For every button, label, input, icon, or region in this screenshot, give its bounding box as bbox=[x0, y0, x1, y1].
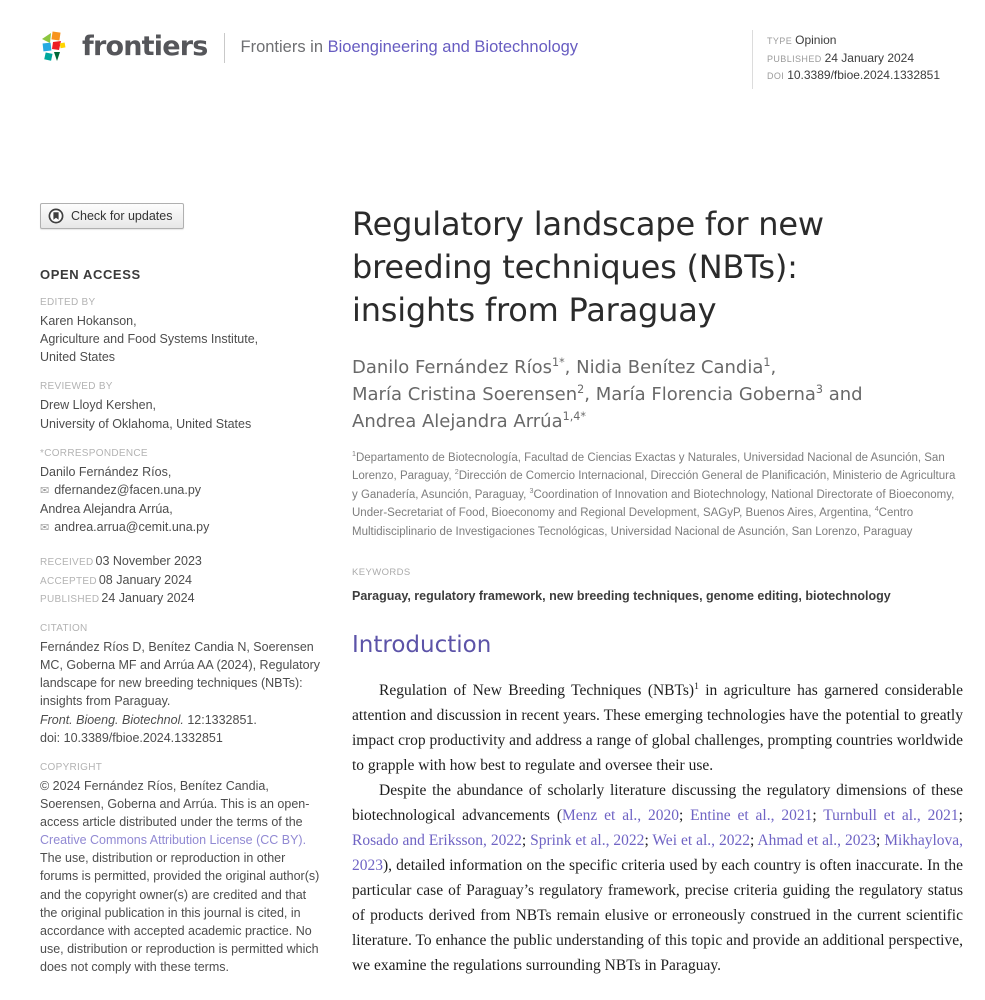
envelope-icon: ✉ bbox=[40, 484, 50, 497]
edited-by-country: United States bbox=[40, 350, 116, 365]
citation-link[interactable]: Menz et al., 2020 bbox=[561, 807, 679, 825]
title-line: breeding techniques (NBTs): bbox=[352, 248, 798, 286]
meta-published-label: PUBLISHED bbox=[767, 53, 822, 64]
citation-link[interactable]: Turnbull et al., 2021 bbox=[823, 807, 959, 825]
reviewed-by-name: Drew Lloyd Kershen, bbox=[40, 398, 157, 413]
edited-by-affiliation: Agriculture and Food Systems Institute, bbox=[40, 332, 259, 347]
citation-text: Fernández Ríos D, Benítez Candia N, Soerensen MC, Goberna MF and Arrúa AA (2024), Regulatory landscape for new breeding techniques (NBTs): insights from Paraguay. Front. Bioeng. Biotechnol. 12:1332851. doi: 10.3389/fbioe.2024.1332851 bbox=[40, 640, 320, 745]
accepted-label: ACCEPTED bbox=[40, 575, 97, 587]
journal-prefix: Frontiers in bbox=[240, 38, 328, 56]
edited-by-label: EDITED BY bbox=[40, 297, 96, 308]
sidebar bbox=[40, 203, 322, 978]
title-line: Regulatory landscape for new bbox=[352, 205, 824, 243]
introduction-heading: Introduction bbox=[352, 632, 492, 659]
citation-link[interactable]: Ahmad et al., 2023 bbox=[757, 832, 876, 850]
meta-published-value: 24 January 2024 bbox=[824, 50, 915, 65]
accepted-date-row bbox=[40, 571, 322, 590]
published-label: PUBLISHED bbox=[40, 594, 100, 606]
edited-by-name: Karen Hokanson, bbox=[40, 314, 137, 328]
paragraph: Regulation of New Breeding Techniques (NBTs)$^1$ in agriculture has garnered considerable attention and discussion in recent years. These emerging technologies have the potential to greatly impact crop productivity and address a range of global challenges, prompting countries worldwide to grapple with how best to regulate and oversee their use. bbox=[352, 680, 963, 775]
crossmark-icon bbox=[48, 208, 64, 224]
journal-title[interactable] bbox=[241, 30, 579, 64]
citation-link[interactable]: Mikhaylova, 2023 bbox=[352, 832, 964, 875]
meta-doi-row bbox=[767, 67, 963, 85]
history-dates-section bbox=[40, 552, 322, 608]
envelope-icon: ✉ bbox=[40, 521, 50, 534]
correspondence-email-row bbox=[40, 481, 322, 500]
title-line: insights from Paraguay bbox=[352, 291, 717, 329]
correspondence-email-link[interactable]: dfernandez@facen.una.py bbox=[54, 482, 202, 497]
page-header bbox=[40, 30, 963, 89]
meta-type-row bbox=[767, 32, 963, 50]
received-value: 03 November 2023 bbox=[95, 553, 202, 568]
citation-section bbox=[40, 623, 322, 747]
article-title bbox=[352, 203, 963, 332]
meta-type-label: TYPE bbox=[767, 36, 793, 46]
author-list: Danilo Fernández Ríos$^{1*}$, Nidia Benítez Candia$^1$, María Cristina Soerensen$^2$, María Florencia Goberna$^3$ and Andrea Alejandra Arrúa$^{1,4*}$ bbox=[352, 356, 863, 432]
brand-wordmark: frontiers bbox=[82, 31, 208, 62]
citation-link[interactable]: Rosado and Eriksson, 2022 bbox=[352, 832, 522, 850]
correspondence-email-link[interactable]: andrea.arrua@cemit.una.py bbox=[54, 519, 210, 534]
citation-link[interactable]: Entine et al., 2021 bbox=[690, 807, 813, 825]
copyright-section bbox=[40, 762, 322, 976]
citation-link[interactable]: Sprink et al., 2022 bbox=[530, 832, 645, 850]
copyright-label: COPYRIGHT bbox=[40, 761, 103, 773]
affiliations: $^1$Departamento de Biotecnología, Facultad de Ciencias Exactas y Naturales, Universidad Nacional de Asunción, San Lorenzo, Paraguay, $^2$Dirección de Comercio Internacional, Dirección General de Planificación, Ministerio de Agricultura y Ganadería, Asunción, Paraguay, $^3$Coordination of Innovation and Biotechnology, National Directorate of Bioeconomy, Under-Secretariat of Food, Bioeconomy and Regional Development, SAGyP, Buenos Aires, Argentina, $^4$Centro Multidisciplinario de Investigaciones Tecnológicas, Universidad Nacional de Asunción, San Lorenzo, Paraguay bbox=[352, 450, 956, 538]
check-for-updates-button[interactable] bbox=[40, 203, 184, 229]
citation-label: CITATION bbox=[40, 623, 88, 634]
published-value: 24 January 2024 bbox=[101, 591, 195, 606]
meta-doi-value: 10.3389/fbioe.2024.1332851 bbox=[787, 68, 941, 82]
received-label: RECEIVED bbox=[40, 556, 94, 568]
accepted-value: 08 January 2024 bbox=[98, 572, 192, 587]
keywords-label: KEYWORDS bbox=[352, 567, 411, 579]
article-body bbox=[352, 678, 963, 978]
correspondence-email-row bbox=[40, 518, 322, 537]
article-meta-block bbox=[752, 30, 963, 89]
reviewed-by-label: REVIEWED BY bbox=[40, 381, 113, 393]
edited-by-section bbox=[40, 297, 322, 366]
journal-name-link[interactable]: Bioengineering and Biotechnology bbox=[327, 38, 579, 56]
frontiers-logo-icon bbox=[40, 30, 72, 64]
meta-doi-label: DOI bbox=[767, 71, 785, 81]
article-main bbox=[352, 203, 963, 978]
check-for-updates-label: Check for updates bbox=[71, 209, 173, 223]
correspondence-section bbox=[40, 448, 322, 537]
open-access-badge: OPEN ACCESS bbox=[40, 267, 141, 282]
correspondence-name: Danilo Fernández Ríos, bbox=[40, 464, 172, 479]
published-date-row bbox=[40, 589, 322, 608]
brand-row bbox=[40, 30, 578, 64]
received-date-row bbox=[40, 552, 322, 571]
header-divider bbox=[224, 33, 225, 63]
meta-type-value: Opinion bbox=[795, 33, 837, 47]
cc-license-link[interactable]: Creative Commons Attribution License (CC BY). bbox=[40, 833, 307, 848]
content-area bbox=[40, 203, 963, 978]
meta-published-row bbox=[767, 50, 963, 68]
keywords-text: Paraguay, regulatory framework, new breeding techniques, genome editing, biotechnology bbox=[352, 589, 891, 604]
correspondence-name: Andrea Alejandra Arrúa, bbox=[40, 501, 173, 516]
paragraph: Despite the abundance of scholarly literature discussing the regulatory dimensions of these biotechnological advancements (Menz et al., 2020; Entine et al., 2021; Turnbull et al., 2021; Rosado and Eriksson, 2022; Sprink et al., 2022; Wei et al., 2022; Ahmad et al., 2023; Mikhaylova, 2023), detailed information on the specific criteria used by each country is often inaccurate. In the particular case of Paraguay’s regulatory framework, precise criteria guiding the regulatory status of products derived from NBTs remain elusive or erroneously construed in the current scientific literature. To enhance the public understanding of this topic and provide an additional perspective, we examine the regulations surrounding NBTs in Paraguay. bbox=[352, 782, 964, 975]
copyright-text: © 2024 Fernández Ríos, Benítez Candia, Soerensen, Goberna and Arrúa. This is an open-access article distributed under the terms of the Creative Commons Attribution License (CC BY). The use, distribution or reproduction in other forums is permitted, provided the original author(s) and the copyright owner(s) are credited and that the original publication in this journal is cited, in accordance with accepted academic practice. No use, distribution or reproduction is permitted which does not comply with these terms. bbox=[40, 778, 320, 974]
citation-link[interactable]: Wei et al., 2022 bbox=[652, 832, 750, 850]
reviewed-by-affiliation: University of Oklahoma, United States bbox=[40, 416, 252, 431]
correspondence-label: *CORRESPONDENCE bbox=[40, 447, 148, 459]
reviewed-by-section bbox=[40, 381, 322, 432]
